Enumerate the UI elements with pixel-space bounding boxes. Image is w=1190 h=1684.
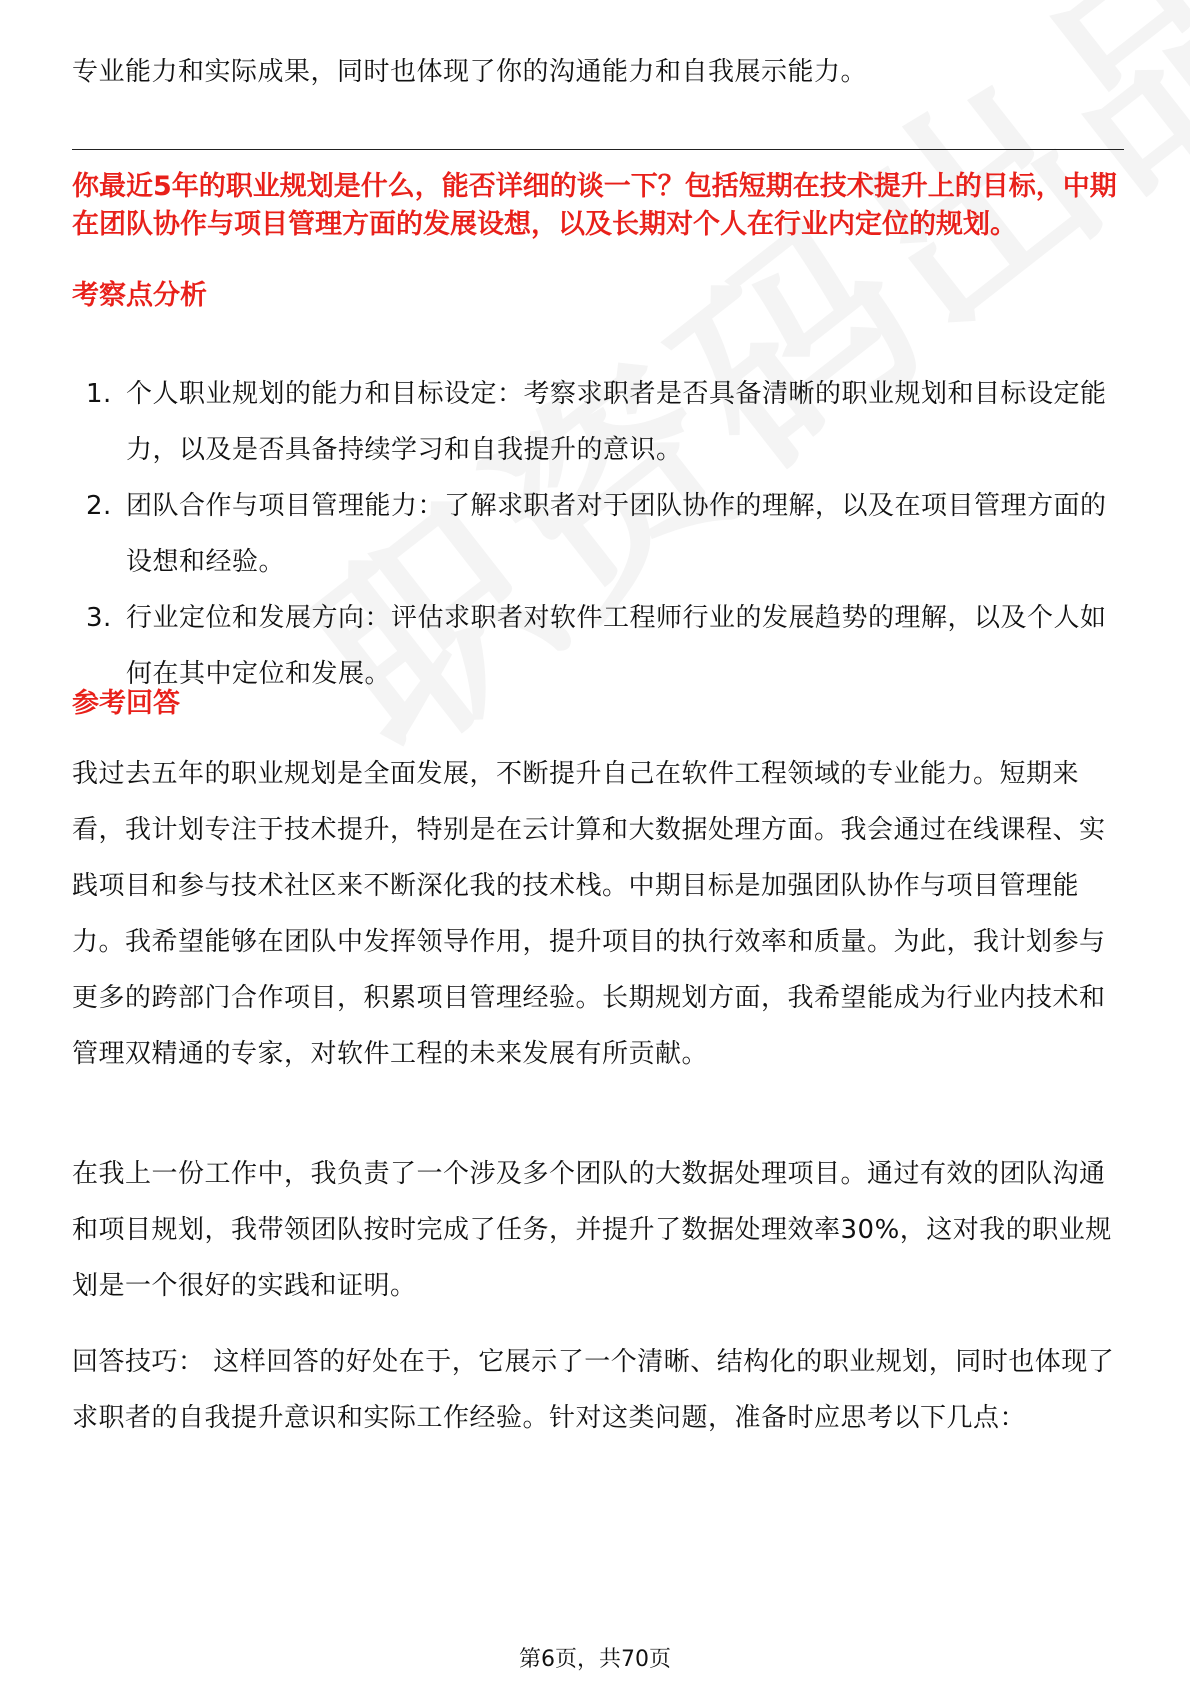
- answer-tips-paragraph: 回答技巧： 这样回答的好处在于，它展示了一个清晰、结构化的职业规划，同时也体现了求职者的自我提升意识和实际工作经验。针对这类问题，准备时应思考以下几点：: [72, 1347, 1115, 1433]
- answer-paragraph: 我过去五年的职业规划是全面发展，不断提升自己在软件工程领域的专业能力。短期来看，我计划专注于技术提升，特别是在云计算和大数据处理方面。我会通过在线课程、实践项目和参与技术社区来不断深化我的技术栈。中期目标是加强团队协作与项目管理能力。我希望能够在团队中发挥领导作用，提升项目的执行效率和质量。为此，我计划参与更多的跨部门合作项目，积累项目管理经验。长期规划方面，我希望能成为行业内技术和管理双精通的专家，对软件工程的未来发展有所贡献。: [72, 759, 1106, 1069]
- analysis-item-text: 团队合作与项目管理能力：了解求职者对于团队协作的理解，以及在项目管理方面的设想和经验。: [126, 491, 1107, 577]
- list-number: 1.: [86, 379, 112, 409]
- analysis-item: [72, 590, 1124, 702]
- analysis-list: [72, 366, 1124, 702]
- intro-paragraph-tail: 专业能力和实际成果，同时也体现了你的沟通能力和自我展示能力。: [72, 57, 868, 87]
- answer-paragraph: 在我上一份工作中，我负责了一个涉及多个团队的大数据处理项目。通过有效的团队沟通和项目规划，我带领团队按时完成了任务，并提升了数据处理效率30%，这对我的职业规划是一个很好的实践和证明。: [72, 1159, 1112, 1301]
- analysis-item-text: 个人职业规划的能力和目标设定：考察求职者是否具备清晰的职业规划和目标设定能力，以及是否具备持续学习和自我提升的意识。: [126, 379, 1107, 465]
- analysis-heading: 考察点分析: [72, 280, 207, 311]
- analysis-item: [72, 366, 1124, 478]
- page-number: 第6页，共70页: [519, 1647, 671, 1672]
- interview-question: 你最近5年的职业规划是什么，能否详细的谈一下？包括短期在技术提升上的目标，中期在团队协作与项目管理方面的发展设想，以及长期对个人在行业内定位的规划。: [72, 171, 1117, 240]
- analysis-item-text: 行业定位和发展方向：评估求职者对软件工程师行业的发展趋势的理解，以及个人如何在其中定位和发展。: [126, 603, 1107, 689]
- list-number: 3.: [86, 603, 112, 633]
- list-number: 2.: [86, 491, 112, 521]
- reference-answer-heading: 参考回答: [72, 688, 180, 719]
- analysis-item: [72, 478, 1124, 590]
- section-divider: [72, 149, 1124, 150]
